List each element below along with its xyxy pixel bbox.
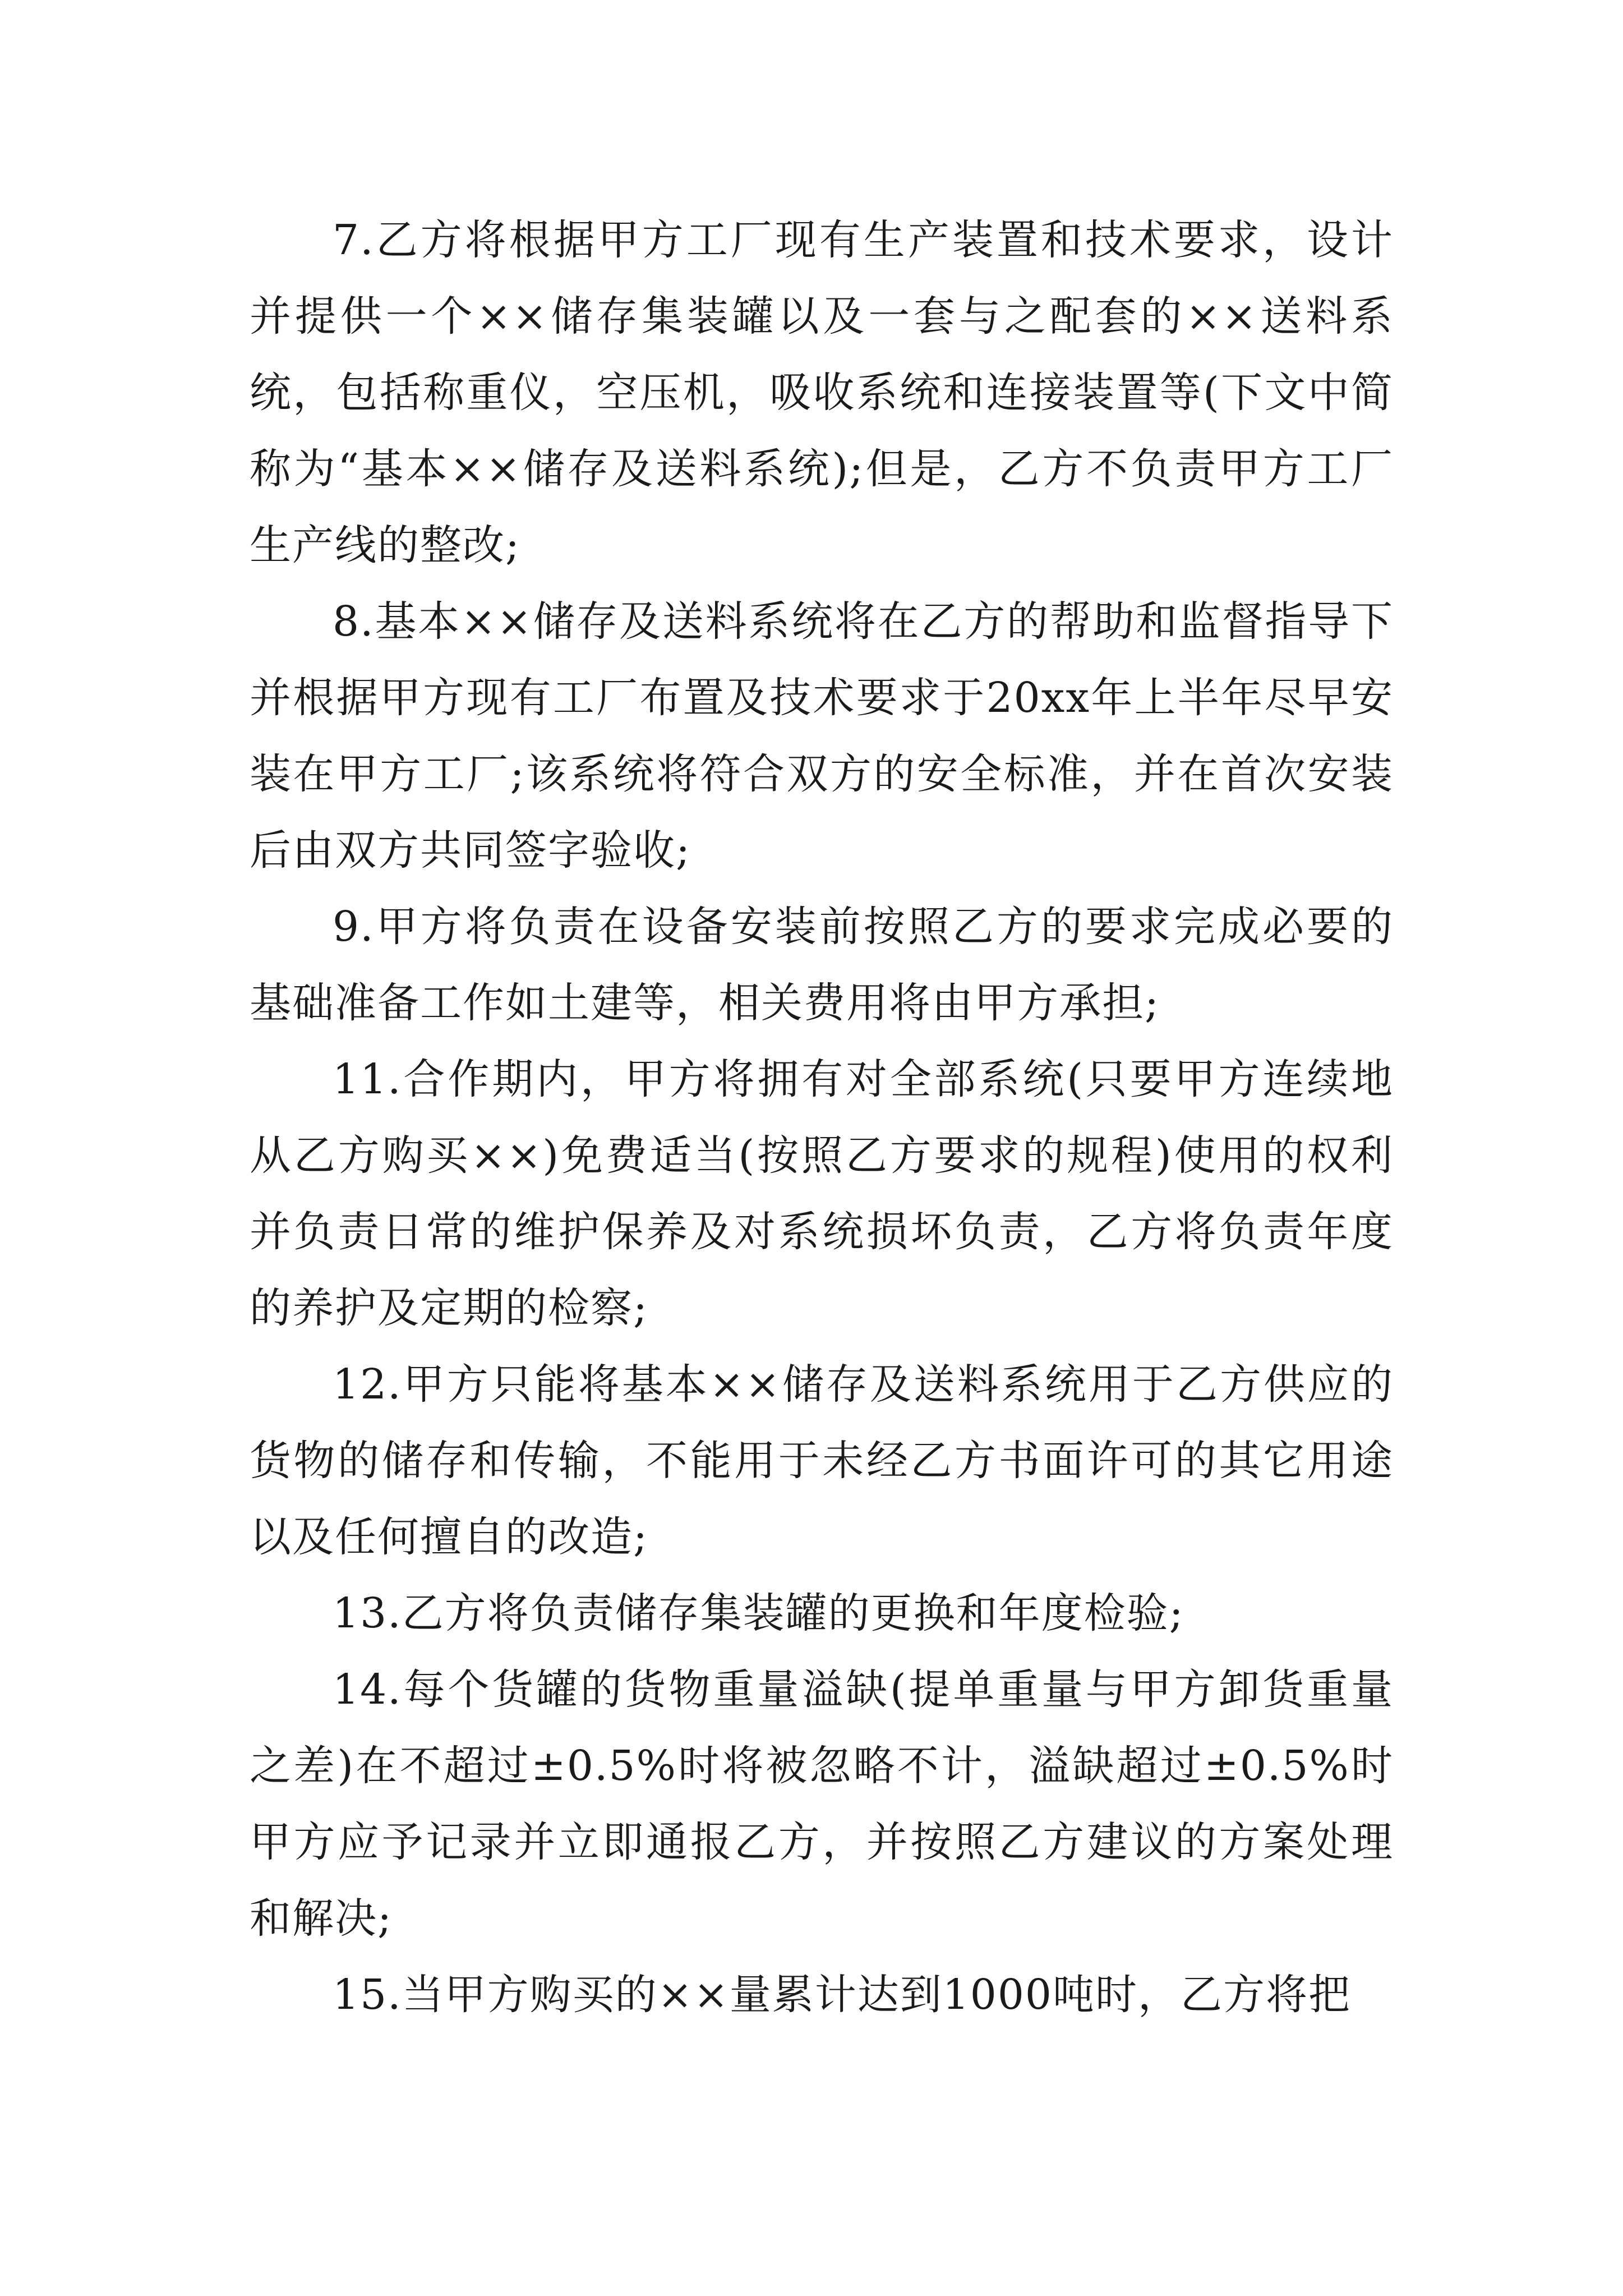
clause-11: 11.合作期内，甲方将拥有对全部系统(只要甲方连续地从乙方购买××)免费适当(按照乙方要求的规程)使用的权利并负责日常的维护保养及对系统损坏负责，乙方将负责年度的养护及定期的检察; <box>250 1055 1394 1332</box>
clause-8: 8.基本××储存及送料系统将在乙方的帮助和监督指导下并根据甲方现有工厂布置及技术要求于20xx年上半年尽早安装在甲方工厂;该系统将符合双方的安全标准，并在首次安装后由双方共同签字验收; <box>250 597 1394 875</box>
clause-13: 13.乙方将负责储存集装罐的更换和年度检验; <box>333 1589 1184 1637</box>
clause-12: 12.甲方只能将基本××储存及送料系统用于乙方供应的货物的储存和传输，不能用于未经乙方书面许可的其它用途以及任何擅自的改造; <box>250 1360 1394 1561</box>
clause-7: 7.乙方将根据甲方工厂现有生产装置和技术要求，设计并提供一个××储存集装罐以及一套与之配套的××送料系统，包括称重仪，空压机，吸收系统和连接装置等(下文中简称为“基本××储存及送料系统);但是，乙方不负责甲方工厂生产线的整改; <box>250 216 1394 569</box>
clause-9: 9.甲方将负责在设备安装前按照乙方的要求完成必要的基础准备工作如土建等，相关费用将由甲方承担; <box>250 903 1394 1027</box>
clause-14: 14.每个货罐的货物重量溢缺(提单重量与甲方卸货重量之差)在不超过±0.5%时将被忽略不计，溢缺超过±0.5%时甲方应予记录并立即通报乙方，并按照乙方建议的方案处理和解决; <box>250 1665 1394 1943</box>
clause-15: 15.当甲方购买的××量累计达到1000吨时，乙方将把 <box>333 1971 1352 2019</box>
document-body <box>250 202 1394 2033</box>
